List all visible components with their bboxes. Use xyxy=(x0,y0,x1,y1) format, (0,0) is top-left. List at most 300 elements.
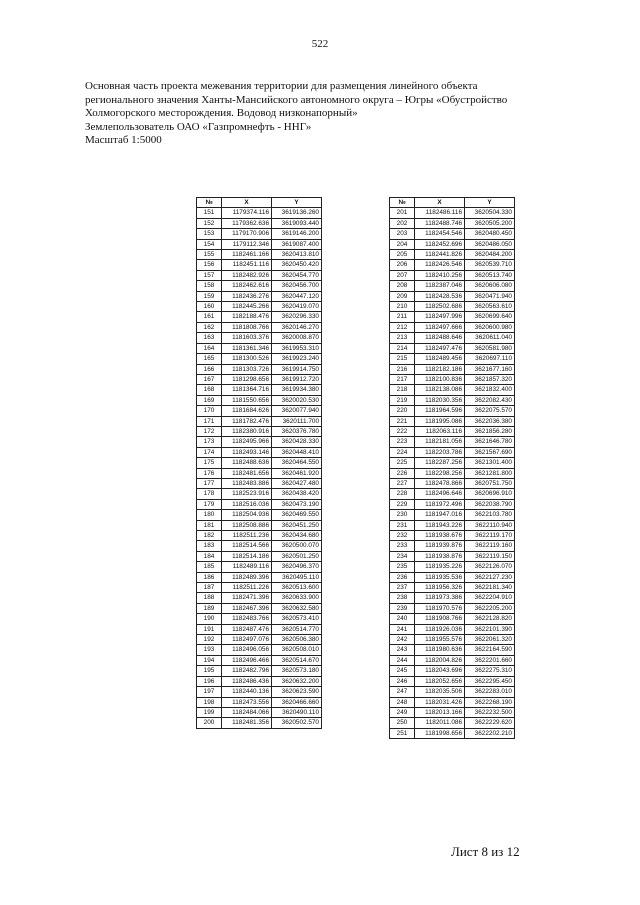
column-header-y: Y xyxy=(272,198,322,208)
y-coordinate: 3621832.400 xyxy=(465,385,515,395)
table-row xyxy=(197,562,322,572)
x-coordinate: 1182440.136 xyxy=(222,687,272,697)
point-number: 251 xyxy=(390,728,415,738)
y-coordinate: 3620606.080 xyxy=(465,281,515,291)
y-coordinate: 3620466.660 xyxy=(272,697,322,707)
table-row xyxy=(197,312,322,322)
point-number: 185 xyxy=(197,562,222,572)
y-coordinate: 3620504.330 xyxy=(465,208,515,218)
y-coordinate: 3620447.120 xyxy=(272,291,322,301)
point-number: 233 xyxy=(390,541,415,551)
y-coordinate: 3620513.740 xyxy=(465,270,515,280)
x-coordinate: 1182452.696 xyxy=(415,239,465,249)
x-coordinate: 1182497.476 xyxy=(415,343,465,353)
table-row xyxy=(390,583,515,593)
point-number: 184 xyxy=(197,551,222,561)
y-coordinate: 3620505.200 xyxy=(465,218,515,228)
point-number: 206 xyxy=(390,260,415,270)
x-coordinate: 1181926.036 xyxy=(415,624,465,634)
x-coordinate: 1182426.546 xyxy=(415,260,465,270)
y-coordinate: 3621646.780 xyxy=(465,437,515,447)
table-row xyxy=(197,302,322,312)
point-number: 238 xyxy=(390,593,415,603)
x-coordinate: 1182387.046 xyxy=(415,281,465,291)
point-number: 197 xyxy=(197,687,222,697)
table-row xyxy=(390,343,515,353)
point-number: 194 xyxy=(197,655,222,665)
y-coordinate: 3622061.320 xyxy=(465,635,515,645)
table-row xyxy=(390,437,515,447)
x-coordinate: 1182441.826 xyxy=(415,250,465,260)
y-coordinate: 3620413.810 xyxy=(272,250,322,260)
x-coordinate: 1182052.656 xyxy=(415,676,465,686)
point-number: 167 xyxy=(197,374,222,384)
column-header-x: X xyxy=(222,198,272,208)
x-coordinate: 1182035.506 xyxy=(415,687,465,697)
y-coordinate: 3622082.430 xyxy=(465,395,515,405)
point-number: 200 xyxy=(197,718,222,728)
y-coordinate: 3620419.070 xyxy=(272,302,322,312)
x-coordinate: 1182188.476 xyxy=(222,312,272,322)
x-coordinate: 1182523.916 xyxy=(222,489,272,499)
table-row xyxy=(197,437,322,447)
x-coordinate: 1182486.116 xyxy=(415,208,465,218)
table-row xyxy=(390,666,515,676)
table-row xyxy=(197,426,322,436)
table-row xyxy=(197,322,322,332)
y-coordinate: 3622101.390 xyxy=(465,624,515,634)
x-coordinate: 1182488.646 xyxy=(415,333,465,343)
point-number: 192 xyxy=(197,635,222,645)
table-row xyxy=(197,572,322,582)
point-number: 211 xyxy=(390,312,415,322)
sheet-label: Лист 8 из 12 xyxy=(451,844,520,859)
table-row xyxy=(390,302,515,312)
y-coordinate: 3622283.010 xyxy=(465,687,515,697)
x-coordinate: 1182298.256 xyxy=(415,468,465,478)
x-coordinate: 1182487.476 xyxy=(222,624,272,634)
point-number: 210 xyxy=(390,302,415,312)
table-row xyxy=(197,666,322,676)
table-row xyxy=(197,239,322,249)
point-number: 240 xyxy=(390,614,415,624)
x-coordinate: 1181298.656 xyxy=(222,374,272,384)
point-number: 246 xyxy=(390,676,415,686)
point-number: 166 xyxy=(197,364,222,374)
point-number: 227 xyxy=(390,478,415,488)
table-row xyxy=(197,374,322,384)
table-row xyxy=(197,697,322,707)
table-row xyxy=(390,229,515,239)
y-coordinate: 3620473.190 xyxy=(272,499,322,509)
point-number: 249 xyxy=(390,707,415,717)
x-coordinate: 1182473.556 xyxy=(222,697,272,707)
point-number: 156 xyxy=(197,260,222,270)
table-row xyxy=(197,551,322,561)
point-number: 212 xyxy=(390,322,415,332)
table-row xyxy=(390,551,515,561)
y-coordinate: 3620539.710 xyxy=(465,260,515,270)
table-row xyxy=(390,593,515,603)
y-coordinate: 3620581.980 xyxy=(465,343,515,353)
point-number: 244 xyxy=(390,655,415,665)
table-row xyxy=(390,364,515,374)
table-row xyxy=(390,645,515,655)
x-coordinate: 1182428.536 xyxy=(415,291,465,301)
point-number: 169 xyxy=(197,395,222,405)
point-number: 208 xyxy=(390,281,415,291)
point-number: 162 xyxy=(197,322,222,332)
y-coordinate: 3621567.690 xyxy=(465,447,515,457)
header-line-3: Холмогорского месторождения. Водовод низконапорный» xyxy=(85,107,358,119)
point-number: 188 xyxy=(197,593,222,603)
point-number: 228 xyxy=(390,489,415,499)
x-coordinate: 1182508.886 xyxy=(222,520,272,530)
point-number: 232 xyxy=(390,531,415,541)
table-row xyxy=(390,531,515,541)
table-row xyxy=(390,322,515,332)
table-row xyxy=(197,583,322,593)
point-number: 226 xyxy=(390,468,415,478)
table-row xyxy=(390,614,515,624)
point-number: 203 xyxy=(390,229,415,239)
table-row xyxy=(197,718,322,728)
table-row xyxy=(390,478,515,488)
point-number: 209 xyxy=(390,291,415,301)
y-coordinate: 3620484.200 xyxy=(465,250,515,260)
x-coordinate: 1182497.076 xyxy=(222,635,272,645)
table-row xyxy=(390,541,515,551)
y-coordinate: 3620471.940 xyxy=(465,291,515,301)
x-coordinate: 1181935.226 xyxy=(415,562,465,572)
table-row xyxy=(390,718,515,728)
y-coordinate: 3620077.940 xyxy=(272,406,322,416)
table-row xyxy=(197,395,322,405)
point-number: 245 xyxy=(390,666,415,676)
table-row xyxy=(390,426,515,436)
y-coordinate: 3621281.800 xyxy=(465,468,515,478)
y-coordinate: 3622205.200 xyxy=(465,603,515,613)
y-coordinate: 3622202.210 xyxy=(465,728,515,738)
y-coordinate: 3621301.400 xyxy=(465,458,515,468)
y-coordinate: 3619146.200 xyxy=(272,229,322,239)
y-coordinate: 3620508.010 xyxy=(272,645,322,655)
x-coordinate: 1182454.546 xyxy=(415,229,465,239)
x-coordinate: 1182496.646 xyxy=(415,489,465,499)
x-coordinate: 1181995.086 xyxy=(415,416,465,426)
y-coordinate: 3619914.750 xyxy=(272,364,322,374)
table-row xyxy=(197,468,322,478)
x-coordinate: 1182481.656 xyxy=(222,468,272,478)
table-row xyxy=(390,489,515,499)
point-number: 165 xyxy=(197,354,222,364)
table-row xyxy=(197,655,322,665)
point-number: 152 xyxy=(197,218,222,228)
y-coordinate: 3619934.380 xyxy=(272,385,322,395)
point-number: 201 xyxy=(390,208,415,218)
y-coordinate: 3622103.780 xyxy=(465,510,515,520)
y-coordinate: 3620428.330 xyxy=(272,437,322,447)
point-number: 225 xyxy=(390,458,415,468)
x-coordinate: 1182410.256 xyxy=(415,270,465,280)
table-row xyxy=(197,489,322,499)
y-coordinate: 3620111.700 xyxy=(272,416,322,426)
x-coordinate: 1181361.346 xyxy=(222,343,272,353)
x-coordinate: 1181947.016 xyxy=(415,510,465,520)
table-row xyxy=(390,447,515,457)
x-coordinate: 1182182.186 xyxy=(415,364,465,374)
point-number: 214 xyxy=(390,343,415,353)
x-coordinate: 1182482.796 xyxy=(222,666,272,676)
coordinates-table-right xyxy=(389,197,515,739)
table-row xyxy=(390,218,515,228)
y-coordinate: 3620461.920 xyxy=(272,468,322,478)
column-header-number: № xyxy=(390,198,415,208)
table-row xyxy=(197,687,322,697)
point-number: 182 xyxy=(197,531,222,541)
point-number: 234 xyxy=(390,551,415,561)
y-coordinate: 3620495.110 xyxy=(272,572,322,582)
point-number: 195 xyxy=(197,666,222,676)
point-number: 187 xyxy=(197,583,222,593)
x-coordinate: 1181935.536 xyxy=(415,572,465,582)
point-number: 176 xyxy=(197,468,222,478)
y-coordinate: 3622268.190 xyxy=(465,697,515,707)
header-line-1: Основная часть проекта межевания территории для размещения линейного объекта xyxy=(85,80,478,92)
point-number: 168 xyxy=(197,385,222,395)
point-number: 171 xyxy=(197,416,222,426)
x-coordinate: 1179362.636 xyxy=(222,218,272,228)
table-row xyxy=(390,635,515,645)
table-row xyxy=(197,291,322,301)
x-coordinate: 1182496.466 xyxy=(222,655,272,665)
x-coordinate: 1182043.696 xyxy=(415,666,465,676)
x-coordinate: 1181364.716 xyxy=(222,385,272,395)
table-row xyxy=(390,707,515,717)
point-number: 196 xyxy=(197,676,222,686)
table-row xyxy=(197,218,322,228)
table-row xyxy=(390,520,515,530)
x-coordinate: 1182489.456 xyxy=(415,354,465,364)
x-coordinate: 1182031.426 xyxy=(415,697,465,707)
table-row xyxy=(390,354,515,364)
point-number: 222 xyxy=(390,426,415,436)
point-number: 237 xyxy=(390,583,415,593)
x-coordinate: 1181955.576 xyxy=(415,635,465,645)
y-coordinate: 3620469.550 xyxy=(272,510,322,520)
y-coordinate: 3620486.050 xyxy=(465,239,515,249)
y-coordinate: 3620496.370 xyxy=(272,562,322,572)
table-row xyxy=(197,624,322,634)
point-number: 173 xyxy=(197,437,222,447)
x-coordinate: 1182451.116 xyxy=(222,260,272,270)
table-row xyxy=(390,468,515,478)
table-row xyxy=(197,635,322,645)
point-number: 229 xyxy=(390,499,415,509)
table-row xyxy=(390,312,515,322)
table-row xyxy=(390,374,515,384)
x-coordinate: 1182497.666 xyxy=(415,322,465,332)
table-row xyxy=(390,333,515,343)
column-header-y: Y xyxy=(465,198,515,208)
table-row xyxy=(197,250,322,260)
point-number: 157 xyxy=(197,270,222,280)
table-row xyxy=(390,208,515,218)
x-coordinate: 1181972.496 xyxy=(415,499,465,509)
x-coordinate: 1182100.836 xyxy=(415,374,465,384)
x-coordinate: 1181938.876 xyxy=(415,551,465,561)
x-coordinate: 1182504.936 xyxy=(222,510,272,520)
point-number: 153 xyxy=(197,229,222,239)
point-number: 242 xyxy=(390,635,415,645)
y-coordinate: 3622119.150 xyxy=(465,551,515,561)
header-scale: Масштаб 1:5000 xyxy=(85,134,162,146)
y-coordinate: 3620514.770 xyxy=(272,624,322,634)
x-coordinate: 1182511.236 xyxy=(222,531,272,541)
y-coordinate: 3620438.420 xyxy=(272,489,322,499)
y-coordinate: 3622232.500 xyxy=(465,707,515,717)
y-coordinate: 3622201.660 xyxy=(465,655,515,665)
point-number: 160 xyxy=(197,302,222,312)
table-row xyxy=(197,354,322,364)
x-coordinate: 1182004.826 xyxy=(415,655,465,665)
point-number: 248 xyxy=(390,697,415,707)
table-row xyxy=(197,416,322,426)
x-coordinate: 1182496.056 xyxy=(222,645,272,655)
point-number: 215 xyxy=(390,354,415,364)
table-row xyxy=(390,458,515,468)
y-coordinate: 3620699.640 xyxy=(465,312,515,322)
y-coordinate: 3619087.400 xyxy=(272,239,322,249)
y-coordinate: 3619923.240 xyxy=(272,354,322,364)
table-row xyxy=(197,281,322,291)
point-number: 193 xyxy=(197,645,222,655)
x-coordinate: 1181300.526 xyxy=(222,354,272,364)
x-coordinate: 1182462.616 xyxy=(222,281,272,291)
x-coordinate: 1182030.356 xyxy=(415,395,465,405)
x-coordinate: 1179170.906 xyxy=(222,229,272,239)
y-coordinate: 3620697.110 xyxy=(465,354,515,364)
y-coordinate: 3622075.570 xyxy=(465,406,515,416)
y-coordinate: 3620480.450 xyxy=(465,229,515,239)
y-coordinate: 3622119.170 xyxy=(465,531,515,541)
x-coordinate: 1182483.766 xyxy=(222,614,272,624)
point-number: 250 xyxy=(390,718,415,728)
table-row xyxy=(390,239,515,249)
x-coordinate: 1181550.656 xyxy=(222,395,272,405)
y-coordinate: 3620451.250 xyxy=(272,520,322,530)
table-row xyxy=(197,333,322,343)
x-coordinate: 1181303.726 xyxy=(222,364,272,374)
y-coordinate: 3620020.530 xyxy=(272,395,322,405)
x-coordinate: 1181603.376 xyxy=(222,333,272,343)
point-number: 223 xyxy=(390,437,415,447)
document-header xyxy=(85,80,605,148)
x-coordinate: 1182495.966 xyxy=(222,437,272,447)
table-row xyxy=(390,572,515,582)
table-row xyxy=(390,603,515,613)
y-coordinate: 3620632.580 xyxy=(272,603,322,613)
coordinates-table-left xyxy=(196,197,322,729)
table-row xyxy=(197,229,322,239)
table-row xyxy=(390,250,515,260)
x-coordinate: 1182011.086 xyxy=(415,718,465,728)
point-number: 189 xyxy=(197,603,222,613)
column-header-number: № xyxy=(197,198,222,208)
x-coordinate: 1182493.146 xyxy=(222,447,272,457)
table-row xyxy=(197,260,322,270)
y-coordinate: 3622229.620 xyxy=(465,718,515,728)
x-coordinate: 1182484.066 xyxy=(222,707,272,717)
x-coordinate: 1182445.266 xyxy=(222,302,272,312)
point-number: 190 xyxy=(197,614,222,624)
column-header-x: X xyxy=(415,198,465,208)
y-coordinate: 3620751.750 xyxy=(465,478,515,488)
y-coordinate: 3620008.870 xyxy=(272,333,322,343)
table-row xyxy=(197,364,322,374)
point-number: 186 xyxy=(197,572,222,582)
table-row xyxy=(197,531,322,541)
point-number: 158 xyxy=(197,281,222,291)
point-number: 218 xyxy=(390,385,415,395)
point-number: 217 xyxy=(390,374,415,384)
y-coordinate: 3620448.410 xyxy=(272,447,322,457)
point-number: 172 xyxy=(197,426,222,436)
x-coordinate: 1182486.436 xyxy=(222,676,272,686)
point-number: 175 xyxy=(197,458,222,468)
table-row xyxy=(197,499,322,509)
y-coordinate: 3622126.070 xyxy=(465,562,515,572)
x-coordinate: 1182514.186 xyxy=(222,551,272,561)
y-coordinate: 3621857.320 xyxy=(465,374,515,384)
x-coordinate: 1182502.686 xyxy=(415,302,465,312)
y-coordinate: 3622164.590 xyxy=(465,645,515,655)
point-number: 179 xyxy=(197,499,222,509)
x-coordinate: 1182203.786 xyxy=(415,447,465,457)
y-coordinate: 3620454.770 xyxy=(272,270,322,280)
point-number: 199 xyxy=(197,707,222,717)
x-coordinate: 1182489.396 xyxy=(222,572,272,582)
table-row xyxy=(390,385,515,395)
y-coordinate: 3621677.160 xyxy=(465,364,515,374)
table-row xyxy=(390,416,515,426)
table-row xyxy=(390,260,515,270)
point-number: 221 xyxy=(390,416,415,426)
x-coordinate: 1181964.596 xyxy=(415,406,465,416)
x-coordinate: 1182478.866 xyxy=(415,478,465,488)
y-coordinate: 3620434.680 xyxy=(272,531,322,541)
point-number: 170 xyxy=(197,406,222,416)
x-coordinate: 1181908.766 xyxy=(415,614,465,624)
x-coordinate: 1181782.476 xyxy=(222,416,272,426)
table-row xyxy=(197,603,322,613)
y-coordinate: 3620490.110 xyxy=(272,707,322,717)
point-number: 161 xyxy=(197,312,222,322)
x-coordinate: 1182488.636 xyxy=(222,458,272,468)
y-coordinate: 3620500.070 xyxy=(272,541,322,551)
x-coordinate: 1181939.876 xyxy=(415,541,465,551)
y-coordinate: 3620450.420 xyxy=(272,260,322,270)
x-coordinate: 1181938.676 xyxy=(415,531,465,541)
point-number: 204 xyxy=(390,239,415,249)
table-row xyxy=(197,406,322,416)
point-number: 235 xyxy=(390,562,415,572)
y-coordinate: 3620632.200 xyxy=(272,676,322,686)
y-coordinate: 3622036.380 xyxy=(465,416,515,426)
y-coordinate: 3620501.250 xyxy=(272,551,322,561)
x-coordinate: 1181973.386 xyxy=(415,593,465,603)
y-coordinate: 3620563.610 xyxy=(465,302,515,312)
